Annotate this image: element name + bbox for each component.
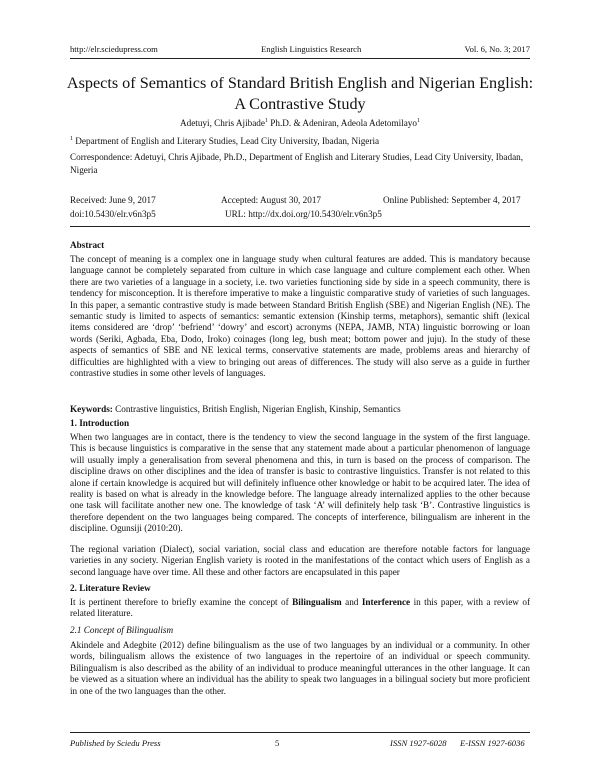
author-1-affil-mark: 1 bbox=[264, 117, 268, 124]
keywords bbox=[70, 404, 530, 415]
s2-text-c: and bbox=[341, 597, 362, 607]
s2-text-a: It is pertinent therefore to briefly examine the concept of bbox=[70, 597, 293, 607]
s2-term-interference: Interference bbox=[361, 597, 411, 607]
subsection-2-1-paragraph: Akindele and Adegbite (2012) define bilingualism as the use of two languages by an individual or a community. In other words, bilingualism allows the existence of two languages in the repertoire of an individual or speech community. Bilingualism is also described as the ability of an individual to produce meaningful utterances in the other language. It can be viewed as a situation where an individual has the ability to speak two languages in a bilingual society but more proficient in one of the two languages than the other. bbox=[70, 640, 530, 696]
doi-url[interactable]: URL: http://dx.doi.org/10.5430/elr.v6n3p5 bbox=[225, 209, 382, 219]
abstract-heading-text: Abstract bbox=[70, 240, 105, 250]
title-line-1: Aspects of Semantics of Standard British English and Nigerian English: bbox=[66, 74, 534, 92]
doi[interactable]: doi:10.5430/elr.v6n3p5 bbox=[70, 209, 156, 219]
header-rule bbox=[70, 58, 530, 59]
section-1-heading: 1. Introduction bbox=[70, 418, 130, 428]
footer-publisher: Published by Sciedu Press bbox=[70, 738, 161, 748]
title-line-2: A Contrastive Study bbox=[234, 95, 366, 113]
footer-rule bbox=[70, 732, 530, 733]
section-2-heading: 2. Literature Review bbox=[70, 583, 151, 593]
header-url[interactable]: http://elr.sciedupress.com bbox=[70, 44, 158, 54]
subsection-2-1-heading: 2.1 Concept of Bilingualism bbox=[70, 625, 174, 635]
section-1-paragraph-2: The regional variation (Dialect), social variation, social class and education are therefore notable factors for language varieties in any society. Nigerian English variety is rooted in the manifestations of the contact which users of English as a second language have over time. All these and other factors are encapsulated in this paper bbox=[70, 544, 530, 577]
author-list bbox=[70, 118, 530, 128]
section-1-paragraph-1: When two languages are in contact, there is the tendency to view the second language in the system of the first language. This is because linguistics is comparative in the sense that any statement made about a particular phenomenon of language will usually imply a generalisation from several phenomena and this, in turn is based on the process of comparison. The discipline draws on other disciplines and the idea of transfer is basic to contrastive linguistics. Transfer is not related to this alone if certain knowledge is acquired but will definitely influence other knowledge or habit to be acquired later. The idea of reality is based on what is already in the knowledge before. The language already internalized applies to the other because one task will facilitate another new one. The knowledge of task ‘A’ will definitely help task ‘B’. Contrastive linguistics is therefore dependent on the two languages being compared. The concepts of interference, bilingualism are inherent in the discipline. Ogunsiji (2010:20). bbox=[70, 432, 530, 534]
abstract-text: The concept of meaning is a complex one in language study when cultural features are added. This is mandatory because language cannot be completely separated from culture in which case language and culture complement each other. When there are two varieties of a language in a society, i.e. two varieties functioning side by side in a speech community, there is tendency for misconception. It is therefore imperative to make a linguistic comparative study of varieties of such languages. In this paper, a semantic contrastive study is made between Standard British English (SBE) and Nigerian English (NE). The semantic study is limited to aspects of semantics: semantic extension (Kinship terms, metaphors), semantic shift (lexical items considered are ‘drop’ ‘befriend’ ‘dowry’ and escort) acronyms (NEPA, JAMB, NTA) linguistic borrowing or loan words (Seriki, Agbada, Eba, Dodo, Iroko) coinages (long leg, bush meat; bottom power and juju). In the study of these aspects of semantics of SBE and NE lexical terms, conservative statements are made, problems areas and hierarchy of difficulties are highlighted with a view to bringing out areas of differences. The study will also serve as a guide in further contrastive studies in some other levels of languages. bbox=[70, 254, 530, 379]
running-header bbox=[70, 44, 530, 54]
paper-title bbox=[60, 73, 540, 115]
affiliation-text: Department of English and Literary Studies, Lead City University, Ibadan, Nigeria bbox=[73, 136, 380, 146]
accepted-date: Accepted: August 30, 2017 bbox=[221, 195, 322, 205]
s2-term-bilingualism: Bilingualism bbox=[292, 597, 342, 607]
received-date: Received: June 9, 2017 bbox=[70, 195, 156, 205]
meta-rule bbox=[70, 226, 530, 227]
header-journal: English Linguistics Research bbox=[261, 44, 362, 54]
affiliation-mark: 1 bbox=[70, 135, 73, 142]
keywords-label: Keywords: bbox=[70, 404, 113, 414]
footer-issn: ISSN 1927-6028 bbox=[390, 738, 447, 748]
section-2-paragraph-1 bbox=[70, 597, 530, 620]
affiliation bbox=[70, 135, 530, 148]
abstract-heading bbox=[70, 240, 530, 251]
author-1: Adetuyi, Chris Ajibade bbox=[179, 118, 265, 128]
s2-text-e: in this paper, with a review of related literature. bbox=[70, 597, 531, 619]
header-volume: Vol. 6, No. 3; 2017 bbox=[464, 44, 530, 54]
correspondence: Correspondence: Adetuyi, Chris Ajibade, Ph.D., Department of English and Literary Studies, Lead City University, Ibadan, Nigeria bbox=[70, 152, 524, 175]
author-2-affil-mark: 1 bbox=[417, 117, 420, 124]
keywords-list: Contrastive linguistics, British English, Nigerian English, Kinship, Semantics bbox=[112, 404, 401, 414]
footer-eissn: E-ISSN 1927-6036 bbox=[460, 738, 525, 748]
published-date: Online Published: September 4, 2017 bbox=[383, 195, 521, 205]
footer-page-number: 5 bbox=[275, 738, 280, 748]
author-2: Ph.D. & Adeniran, Adeola Adetomilayo bbox=[267, 118, 417, 128]
